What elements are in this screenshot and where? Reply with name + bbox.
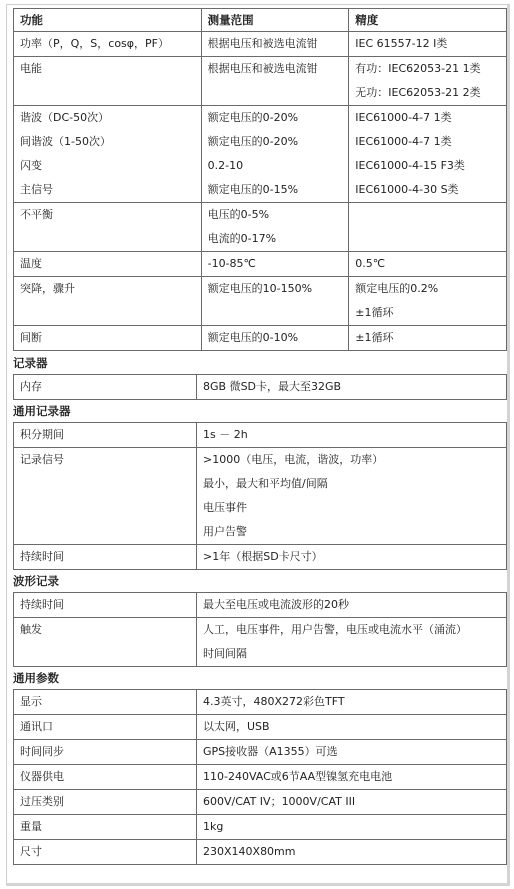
cell-line: 闪变 [20, 159, 42, 172]
cell-line: 电流的0-17% [207, 232, 277, 245]
cell-line: 额定电压的0-10% [207, 331, 299, 344]
table-row [14, 57, 507, 106]
table-row [14, 203, 507, 252]
cell-line: 电能 [20, 62, 42, 75]
value-line: 110-240VAC或6节AA型镍氢充电电池 [203, 770, 393, 783]
param-value [197, 765, 507, 790]
param-value [197, 690, 507, 715]
function-cell [14, 203, 202, 252]
value-line: 最大至电压或电流波形的20秒 [203, 598, 349, 611]
range-cell [201, 106, 349, 203]
function-cell [14, 252, 202, 277]
value-line: 8GB 微SD卡，最大至32GB [203, 380, 342, 393]
range-cell [201, 252, 349, 277]
function-cell [14, 106, 202, 203]
cell-line: 0.2-10 [207, 159, 244, 172]
section-table [13, 689, 507, 865]
value-line: 4.3英寸，480X272彩色TFT [203, 695, 345, 708]
cell-line: 谐波（DC-50次） [20, 111, 110, 124]
cell-line: 额定电压的10-150% [207, 282, 313, 295]
value-line: 人工，电压事件，用户告警，电压或电流水平（涌流） [203, 623, 467, 636]
cell-line: ±1循环 [355, 331, 394, 344]
param-value [197, 790, 507, 815]
param-value [197, 840, 507, 865]
cell-line: 温度 [20, 257, 42, 270]
param-value [197, 618, 507, 667]
section-title: 记录器 [13, 356, 48, 370]
cell-line: 0.5℃ [355, 257, 386, 270]
accuracy-cell [349, 203, 507, 252]
table-row [14, 545, 507, 570]
value-line: >1000（电压，电流，谐波，功率） [203, 453, 384, 466]
table-row [14, 375, 507, 400]
range-cell [201, 277, 349, 326]
param-label: 内存 [14, 375, 197, 400]
table-row [14, 448, 507, 545]
section-table [13, 422, 507, 570]
section-table [13, 374, 507, 400]
table-row [14, 815, 507, 840]
range-cell [201, 32, 349, 57]
cell-line: IEC 61557-12 I类 [355, 37, 448, 50]
value-line: 最小，最大和平均值/间隔 [203, 477, 328, 490]
cell-line: 不平衡 [20, 208, 53, 221]
table-row [14, 593, 507, 618]
param-label: 重量 [14, 815, 197, 840]
measurement-table [13, 8, 507, 351]
param-value [197, 593, 507, 618]
value-line: 时间间隔 [203, 647, 247, 660]
table-row [14, 765, 507, 790]
table-row [14, 715, 507, 740]
cell-line: 有功：IEC62053-21 1类 [355, 62, 481, 75]
section-title: 通用记录器 [13, 404, 71, 418]
cell-line: 功率（P，Q，S，cosφ，PF） [20, 37, 169, 50]
cell-line: 突降，骤升 [20, 282, 75, 295]
param-value [197, 815, 507, 840]
param-label: 尺寸 [14, 840, 197, 865]
function-cell [14, 277, 202, 326]
accuracy-cell [349, 32, 507, 57]
table-row [14, 326, 507, 351]
value-line: 230X140X80mm [203, 845, 296, 858]
function-cell [14, 326, 202, 351]
table-row [14, 740, 507, 765]
table-row [14, 423, 507, 448]
accuracy-cell [349, 326, 507, 351]
section-title: 通用参数 [13, 671, 59, 685]
cell-line: 根据电压和被选电流钳 [207, 62, 318, 75]
accuracy-cell [349, 252, 507, 277]
param-label: 持续时间 [14, 545, 197, 570]
param-value [197, 423, 507, 448]
header-function: 功能 [14, 9, 202, 32]
param-value [197, 545, 507, 570]
cell-line: IEC61000-4-15 F3类 [355, 159, 465, 172]
param-label: 仪器供电 [14, 765, 197, 790]
cell-line [355, 203, 500, 227]
cell-line: 额定电压的0.2% [355, 282, 439, 295]
param-label: 通讯口 [14, 715, 197, 740]
table-row [14, 840, 507, 865]
cell-line: 电压的0-5% [207, 208, 270, 221]
table-row [14, 252, 507, 277]
value-line: 用户告警 [203, 525, 247, 538]
table-row [14, 106, 507, 203]
param-label: 时间同步 [14, 740, 197, 765]
param-label: 过压类别 [14, 790, 197, 815]
value-line: 600V/CAT IV；1000V/CAT III [203, 795, 356, 808]
table-row [14, 690, 507, 715]
cell-line: 根据电压和被选电流钳 [207, 37, 318, 50]
cell-line: -10-85℃ [207, 257, 256, 270]
cell-line: IEC61000-4-30 S类 [355, 183, 459, 196]
param-value [197, 375, 507, 400]
cell-line: 间谐波（1-50次） [20, 135, 111, 148]
value-line: 以太网，USB [203, 720, 270, 733]
header-range: 测量范围 [201, 9, 349, 32]
cell-line: 间断 [20, 331, 42, 344]
table-row [14, 790, 507, 815]
accuracy-cell [349, 277, 507, 326]
range-cell [201, 203, 349, 252]
table-row [14, 32, 507, 57]
section-title: 波形记录 [13, 574, 59, 588]
table-header-row [14, 9, 507, 32]
value-line: 1kg [203, 820, 224, 833]
param-label: 显示 [14, 690, 197, 715]
param-value [197, 740, 507, 765]
cell-line: 主信号 [20, 183, 53, 196]
function-cell [14, 57, 202, 106]
table-row [14, 277, 507, 326]
value-line: GPS接收器（A1355）可选 [203, 745, 338, 758]
header-accuracy: 精度 [349, 9, 507, 32]
cell-line: 额定电压的0-20% [207, 111, 299, 124]
cell-line: IEC61000-4-7 1类 [355, 135, 452, 148]
param-label: 持续时间 [14, 593, 197, 618]
param-label: 记录信号 [14, 448, 197, 545]
cell-line: IEC61000-4-7 1类 [355, 111, 452, 124]
accuracy-cell [349, 106, 507, 203]
range-cell [201, 57, 349, 106]
range-cell [201, 326, 349, 351]
param-label: 触发 [14, 618, 197, 667]
value-line: 1s － 2h [203, 428, 248, 441]
function-cell [14, 32, 202, 57]
cell-line: 额定电压的0-15% [207, 183, 299, 196]
param-label: 积分期间 [14, 423, 197, 448]
cell-line: ±1循环 [355, 306, 394, 319]
value-line: >1年（根据SD卡尺寸） [203, 550, 323, 563]
cell-line: 额定电压的0-20% [207, 135, 299, 148]
value-line: 电压事件 [203, 501, 247, 514]
accuracy-cell [349, 57, 507, 106]
param-value [197, 448, 507, 545]
param-value [197, 715, 507, 740]
table-row [14, 618, 507, 667]
section-table [13, 592, 507, 667]
cell-line: 无功：IEC62053-21 2类 [355, 86, 481, 99]
